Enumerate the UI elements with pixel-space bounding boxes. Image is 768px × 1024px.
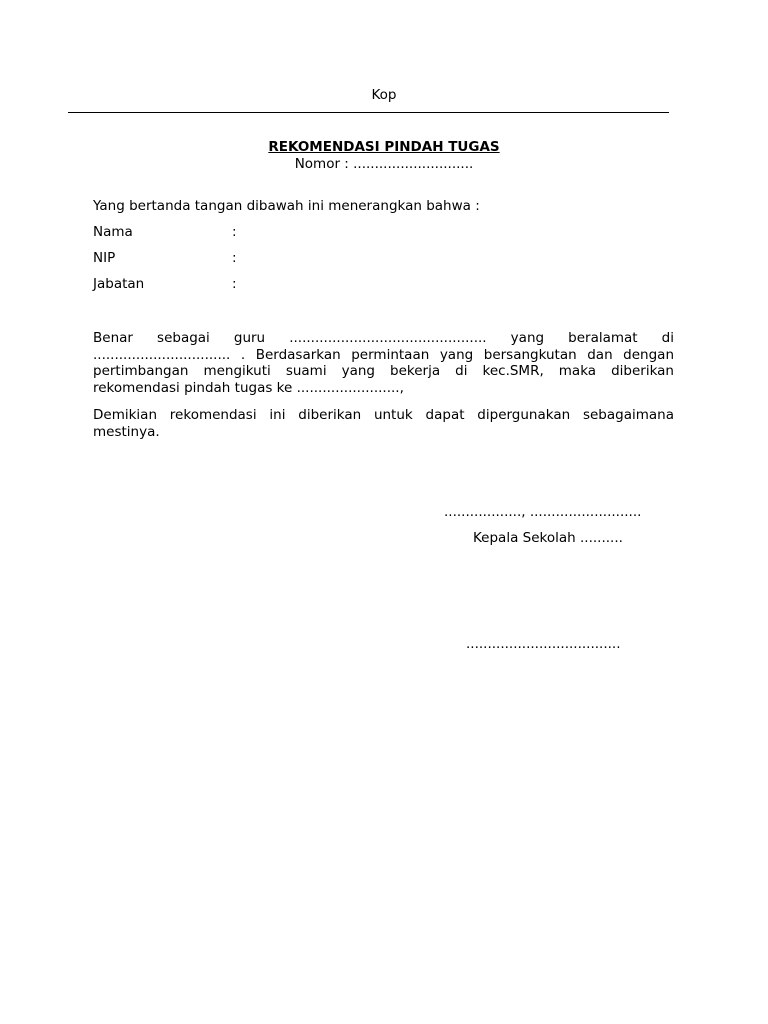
field-colon: : xyxy=(232,250,237,266)
document-number: Nomor : ............................ xyxy=(294,156,474,172)
field-label: Jabatan xyxy=(93,276,145,292)
intro-text: Yang bertanda tangan dibawah ini menerangkan bahwa : xyxy=(93,198,480,214)
field-nama xyxy=(93,224,674,242)
field-jabatan xyxy=(93,276,674,294)
field-nip xyxy=(93,250,674,268)
field-label: Nama xyxy=(93,224,133,240)
field-label: NIP xyxy=(93,250,116,266)
field-colon: : xyxy=(232,224,237,240)
place-date-line: .................., .......................... xyxy=(444,504,642,520)
letterhead-divider xyxy=(68,112,669,113)
signer-title: Kepala Sekolah .......... xyxy=(473,530,623,546)
document-title: REKOMENDASI PINDAH TUGAS xyxy=(268,139,500,155)
field-colon: : xyxy=(232,276,237,292)
body-paragraph: Benar sebagai guru .............................................. yang beralamat di ................................ . Berdasarkan permintaan yang bersangkutan dan dengan pertimbangan mengikuti suami yang bekerja di kec.SMR, maka diberikan rekomendasi pindah tugas ke ........................, xyxy=(93,330,674,396)
signer-name-line: .................................... xyxy=(466,636,621,652)
closing-paragraph: Demikian rekomendasi ini diberikan untuk dapat dipergunakan sebagaimana mestinya. xyxy=(93,407,674,440)
letterhead-placeholder: Kop xyxy=(371,87,397,103)
